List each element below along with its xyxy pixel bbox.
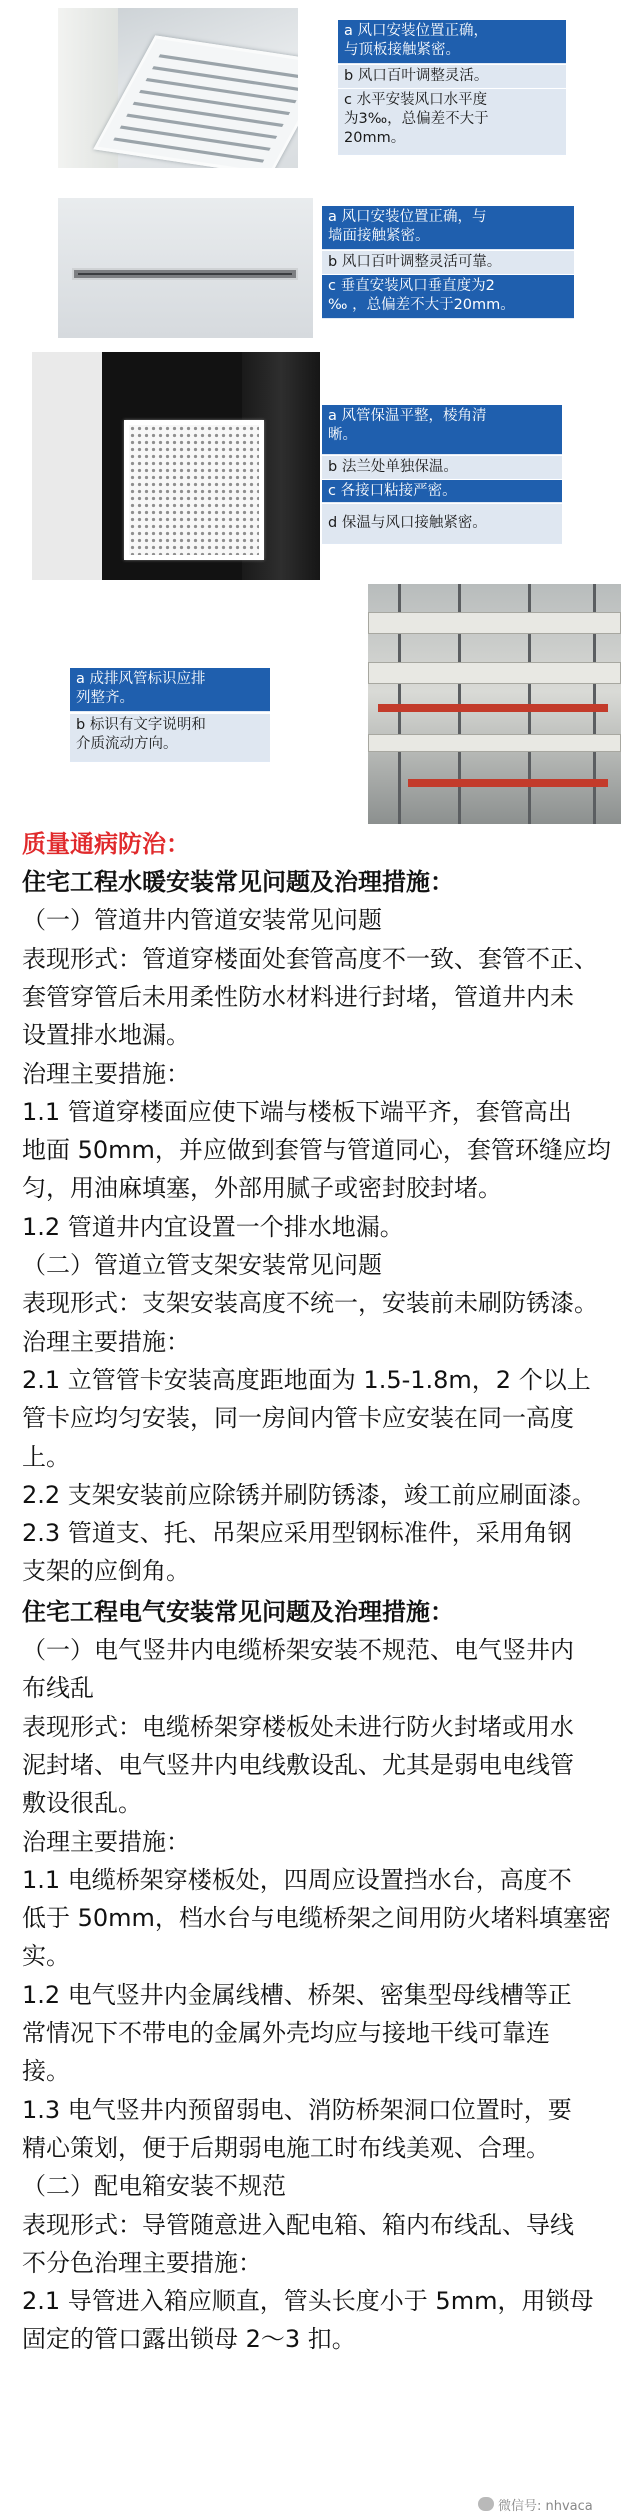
- wechat-icon: [478, 2497, 494, 2511]
- linear-slot-diffuser-photo: [58, 198, 313, 338]
- text-line: 表现形式：导管随意进入配电箱、箱内布线乱、导线: [22, 2211, 574, 2239]
- wechat-watermark: [478, 2494, 628, 2514]
- text-line: 表现形式：管道穿楼面处套管高度不一致、套管不正、: [22, 945, 598, 973]
- text-line: （二）配电箱安装不规范: [22, 2172, 286, 2200]
- text-line: 1.1 电缆桥架穿楼板处，四周应设置挡水台，高度不: [22, 1866, 572, 1894]
- text-line: 支架的应倒角。: [22, 1557, 190, 1585]
- subsection-heading: 住宅工程电气安装常见问题及治理措施：: [22, 1598, 454, 1626]
- text-line: 固定的管口露出锁母 2～3 扣。: [22, 2325, 356, 2353]
- text-line: 1.1 管道穿楼面应使下端与楼板下端平齐，套管高出: [22, 1098, 572, 1126]
- text-line: 表现形式：电缆桥架穿楼板处未进行防火封堵或用水: [22, 1713, 574, 1741]
- note-1a: a 风口安装位置正确， 与顶板接触紧密。: [338, 20, 566, 64]
- note-2a: a 风口安装位置正确，与 墙面接触紧密。: [322, 206, 574, 250]
- ceiling-diffuser-photo: [58, 8, 298, 168]
- text-line: 1.3 电气竖井内预留弱电、消防桥架洞口位置时，要: [22, 2096, 572, 2124]
- text-line: 表现形式：支架安装高度不统一，安装前未刷防锈漆。: [22, 1289, 598, 1317]
- text-line: 敷设很乱。: [22, 1789, 142, 1817]
- text-line: 1.2 管道井内宜设置一个排水地漏。: [22, 1213, 404, 1241]
- text-line: 地面 50mm，并应做到套管与管道同心，套管环缝应均: [22, 1136, 611, 1164]
- text-line: 泥封堵、电气竖井内电线敷设乱、尤其是弱电电线管: [22, 1751, 574, 1779]
- text-line: 布线乱: [22, 1674, 94, 1702]
- text-line: （二）管道立管支架安装常见问题: [22, 1251, 382, 1279]
- text-line: 治理主要措施：: [22, 1828, 190, 1856]
- note-4a: a 成排风管标识应排 列整齐。: [70, 668, 270, 712]
- text-line: 精心策划，便于后期弱电施工时布线美观、合理。: [22, 2134, 550, 2162]
- subsection-heading: 住宅工程水暖安装常见问题及治理措施：: [22, 868, 454, 896]
- ceiling-pipes-photo: [368, 584, 621, 824]
- text-line: 匀，用油麻填塞，外部用腻子或密封胶封堵。: [22, 1174, 502, 1202]
- note-3b: b 法兰处单独保温。: [322, 456, 562, 479]
- text-line: 低于 50mm，档水台与电缆桥架之间用防火堵料填塞密: [22, 1904, 611, 1932]
- text-line: 上。: [22, 1443, 70, 1471]
- wall-grille-photo: [32, 352, 320, 580]
- note-3a: a 风管保温平整，棱角清 晰。: [322, 405, 562, 455]
- text-line: 2.2 支架安装前应除锈并刷防锈漆，竣工前应刷面漆。: [22, 1481, 596, 1509]
- text-line: 2.1 立管管卡安装高度距地面为 1.5-1.8m，2 个以上: [22, 1366, 591, 1394]
- text-line: 不分色治理主要措施：: [22, 2249, 262, 2277]
- watermark-text: 微信号: nhvaca: [498, 2498, 593, 2514]
- text-line: 治理主要措施：: [22, 1060, 190, 1088]
- text-line: 接。: [22, 2057, 70, 2085]
- text-line: 套管穿管后未用柔性防水材料进行封堵，管道井内未: [22, 983, 574, 1011]
- note-2b: b 风口百叶调整灵活可靠。: [322, 251, 574, 274]
- text-line: 设置排水地漏。: [22, 1021, 190, 1049]
- note-3d: d 保温与风口接触紧密。: [322, 504, 562, 544]
- note-3c: c 各接口粘接严密。: [322, 480, 562, 503]
- note-1c: c 水平安装风口水平度 为3‰，总偏差不大于 20mm。: [338, 89, 566, 155]
- section-heading: 质量通病防治：: [22, 830, 190, 858]
- note-1b: b 风口百叶调整灵活。: [338, 65, 566, 88]
- note-4b: b 标识有文字说明和 介质流动方向。: [70, 714, 270, 762]
- text-line: 常情况下不带电的金属外壳均应与接地干线可靠连: [22, 2019, 550, 2047]
- text-line: （一）管道井内管道安装常见问题: [22, 906, 382, 934]
- text-line: 2.3 管道支、托、吊架应采用型钢标准件，采用角钢: [22, 1519, 572, 1547]
- text-line: 实。: [22, 1942, 70, 1970]
- text-line: 2.1 导管进入箱应顺直，管头长度小于 5mm，用锁母: [22, 2287, 594, 2315]
- text-line: 管卡应均匀安装，同一房间内管卡应安装在同一高度: [22, 1404, 574, 1432]
- text-line: 1.2 电气竖井内金属线槽、桥架、密集型母线槽等正: [22, 1981, 572, 2009]
- text-line: （一）电气竖井内电缆桥架安装不规范、电气竖井内: [22, 1636, 574, 1664]
- text-line: 治理主要措施：: [22, 1328, 190, 1356]
- note-2c: c 垂直安装风口垂直度为2 ‰ ，总偏差不大于20mm。: [322, 275, 574, 319]
